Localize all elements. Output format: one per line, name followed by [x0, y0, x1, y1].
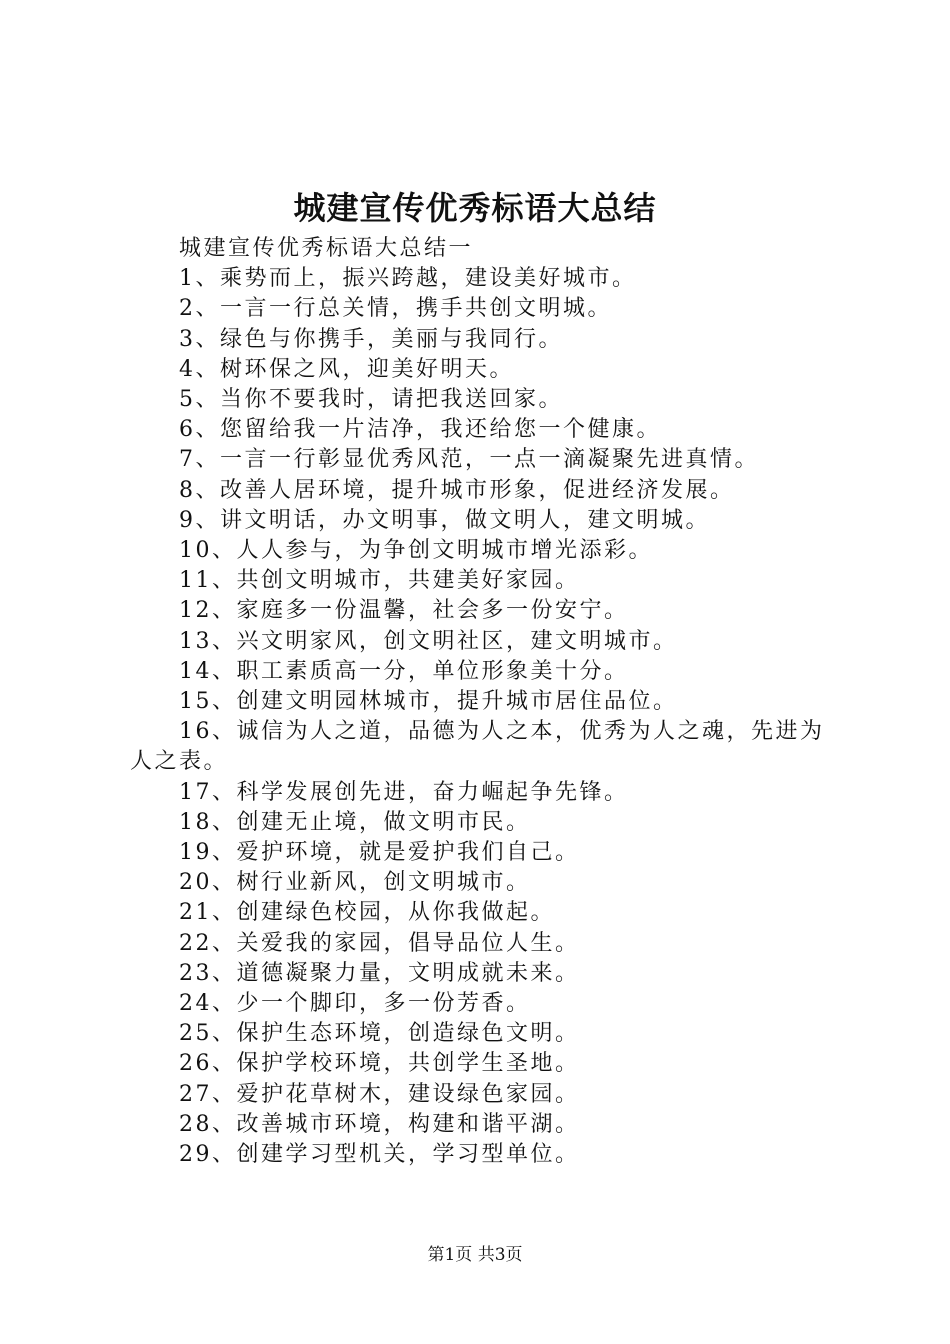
- slogan-item: 25、保护生态环境，创造绿色文明。: [179, 1021, 580, 1047]
- slogan-item: 7、一言一行彰显优秀风范，一点一滴凝聚先进真情。: [179, 447, 759, 473]
- slogan-item: 8、改善人居环境，提升城市形象，促进经济发展。: [179, 477, 735, 503]
- slogan-item: 21、创建绿色校园，从你我做起。: [179, 900, 555, 926]
- slogan-item: 3、绿色与你携手，美丽与我同行。: [179, 326, 563, 352]
- slogan-item: 6、您留给我一片洁净，我还给您一个健康。: [179, 417, 661, 443]
- slogan-item: 14、职工素质高一分，单位形象美十分。: [179, 658, 629, 684]
- slogan-item: 29、创建学习型机关，学习型单位。: [179, 1142, 580, 1168]
- slogan-item: 20、树行业新风，创文明城市。: [179, 870, 531, 896]
- slogan-item: 19、爱护环境，就是爱护我们自己。: [179, 840, 580, 866]
- slogan-item: 13、兴文明家风，创文明社区，建文明城市。: [179, 628, 678, 654]
- slogan-item: 17、科学发展创先进，奋力崛起争先锋。: [179, 779, 629, 805]
- slogan-item: 23、道德凝聚力量，文明成就未来。: [179, 960, 580, 986]
- document-body: [130, 234, 830, 1170]
- slogan-item: 2、一言一行总关情，携手共创文明城。: [179, 296, 612, 322]
- slogan-item: 5、当你不要我时，请把我送回家。: [179, 387, 563, 413]
- slogan-list: [130, 264, 830, 1170]
- slogan-item: 15、创建文明园林城市，提升城市居住品位。: [179, 689, 678, 715]
- slogan-item: 12、家庭多一份温馨，社会多一份安宁。: [179, 598, 629, 624]
- section-subtitle: 城建宣传优秀标语大总结一: [179, 236, 474, 261]
- slogan-item: 24、少一个脚印，多一份芳香。: [179, 991, 531, 1017]
- slogan-item: 1、乘势而上，振兴跨越，建设美好城市。: [179, 266, 637, 292]
- slogan-item: 10、人人参与，为争创文明城市增光添彩。: [179, 538, 653, 564]
- slogan-item: 18、创建无止境，做文明市民。: [179, 809, 531, 835]
- slogan-item: 28、改善城市环境，构建和谐平湖。: [179, 1111, 580, 1137]
- slogan-item: 16、诚信为人之道，品德为人之本，优秀为人之魂，先进为人之表。: [130, 719, 825, 775]
- slogan-item: 4、树环保之风，迎美好明天。: [179, 356, 514, 382]
- page-number-footer: 第1页 共3页: [427, 1245, 523, 1265]
- slogan-item: 9、讲文明话，办文明事，做文明人，建文明城。: [179, 507, 710, 533]
- slogan-item: 11、共创文明城市，共建美好家园。: [179, 568, 580, 594]
- document-title: 城建宣传优秀标语大总结: [293, 189, 657, 227]
- slogan-item: 26、保护学校环境，共创学生圣地。: [179, 1051, 580, 1077]
- slogan-item: 27、爱护花草树木，建设绿色家园。: [179, 1081, 580, 1107]
- slogan-item: 22、关爱我的家园，倡导品位人生。: [179, 930, 580, 956]
